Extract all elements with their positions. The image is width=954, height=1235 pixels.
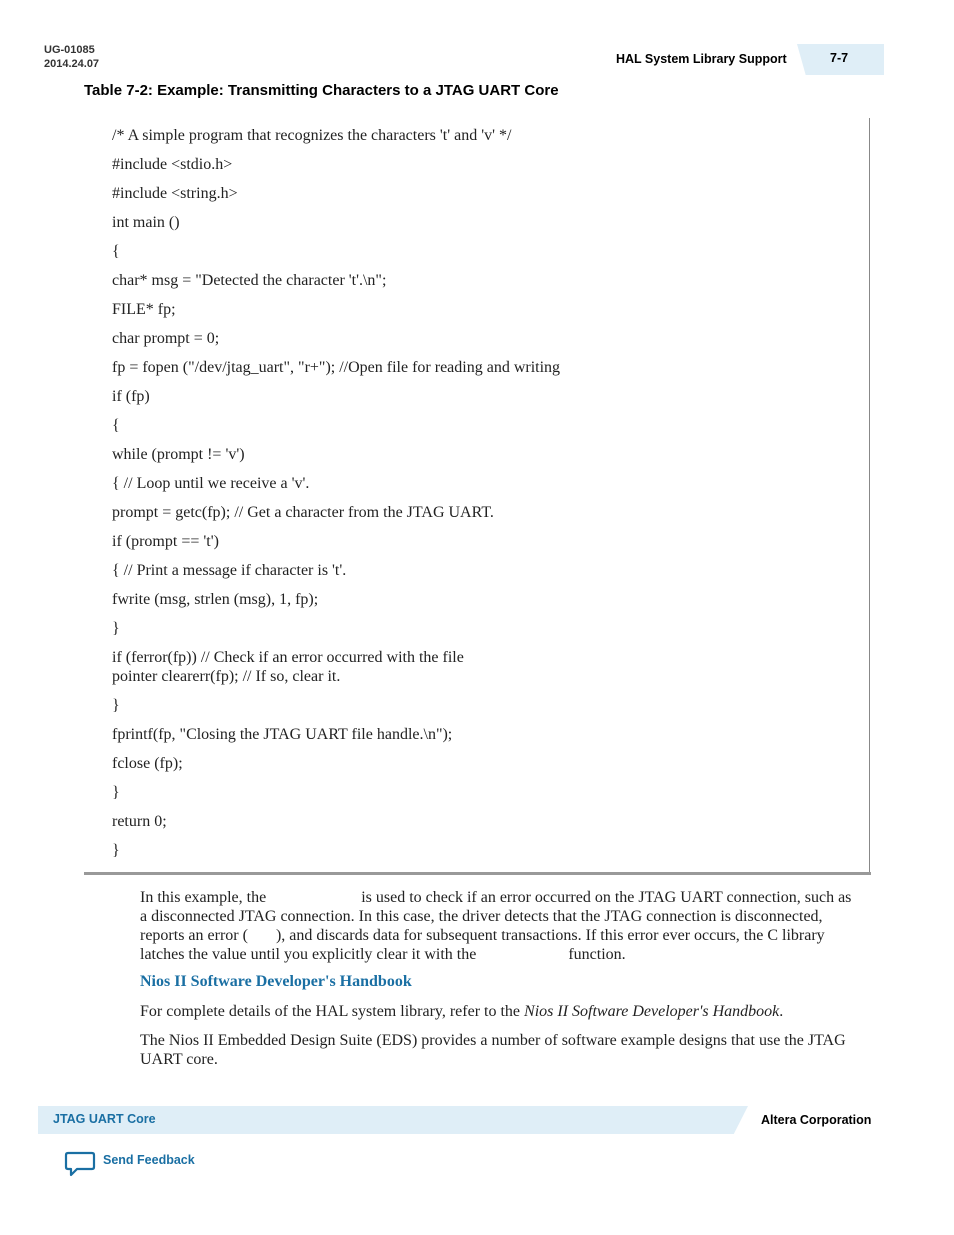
code-line: { // Print a message if character is 't'. bbox=[112, 562, 347, 579]
code-line: while (prompt != 'v') bbox=[112, 446, 245, 463]
code-line: if (ferror(fp)) // Check if an error occurred with the file bbox=[112, 649, 464, 666]
code-line: { bbox=[112, 417, 120, 434]
handbook-link[interactable]: Nios II Software Developer's Handbook bbox=[140, 973, 412, 990]
code-line: /* A simple program that recognizes the characters 't' and 'v' */ bbox=[112, 127, 512, 144]
code-line: return 0; bbox=[112, 813, 167, 830]
code-line: int main () bbox=[112, 214, 180, 231]
doc-number: UG-01085 bbox=[44, 44, 95, 56]
handbook-title-italic: Nios II Software Developer's Handbook bbox=[524, 1003, 780, 1020]
code-line: #include <stdio.h> bbox=[112, 156, 233, 173]
code-line: if (prompt == 't') bbox=[112, 533, 219, 550]
code-line: if (fp) bbox=[112, 388, 150, 405]
code-line: char prompt = 0; bbox=[112, 330, 220, 347]
doc-date: 2014.24.07 bbox=[44, 58, 100, 70]
section-title: HAL System Library Support bbox=[616, 52, 787, 66]
send-feedback-link[interactable]: Send Feedback bbox=[103, 1153, 195, 1167]
footer-chapter-title: JTAG UART Core bbox=[53, 1112, 156, 1126]
code-line: } bbox=[112, 620, 120, 637]
p1-part-c: ), and discards data for subsequent transactions. If this error ever occurs, the C library latches the value until you explicitly clear it with the bbox=[140, 927, 825, 963]
code-line: pointer clearerr(fp); // If so, clear it. bbox=[112, 668, 341, 685]
code-line: fwrite (msg, strlen (msg), 1, fp); bbox=[112, 591, 319, 608]
code-table bbox=[84, 118, 870, 873]
p2-part-b: . bbox=[779, 1003, 784, 1020]
code-line: { // Loop until we receive a 'v'. bbox=[112, 475, 310, 492]
code-line: fclose (fp); bbox=[112, 755, 183, 772]
code-line: prompt = getc(fp); // Get a character from the JTAG UART. bbox=[112, 504, 494, 521]
p1-part-a: In this example, the bbox=[140, 889, 267, 906]
code-line: fprintf(fp, "Closing the JTAG UART file handle.\n"); bbox=[112, 726, 453, 743]
code-line: } bbox=[112, 697, 120, 714]
code-line: } bbox=[112, 842, 120, 859]
page-number: 7-7 bbox=[830, 51, 849, 65]
p1-part-b: is used to check if an error occurred on the JTAG UART connection, such as a disconnected JTAG connection. In this case, the driver detects that the JTAG connection is disconnected, reports an error ( bbox=[140, 889, 852, 944]
p2-part-a: For complete details of the HAL system library, refer to the bbox=[140, 1003, 521, 1020]
p1-part-d: function. bbox=[568, 946, 626, 963]
paragraph-eds-examples: The Nios II Embedded Design Suite (EDS) provides a number of software example designs that use the JTAG UART core. bbox=[140, 1032, 846, 1068]
code-line: #include <string.h> bbox=[112, 185, 238, 202]
paragraph-ferror-explanation bbox=[140, 888, 860, 964]
code-line: char* msg = "Detected the character 't'.\n"; bbox=[112, 272, 387, 289]
paragraph-handbook-reference bbox=[140, 1002, 860, 1021]
table-caption: Table 7-2: Example: Transmitting Characters to a JTAG UART Core bbox=[84, 82, 559, 99]
code-line: } bbox=[112, 784, 120, 801]
speech-bubble-icon[interactable] bbox=[64, 1150, 96, 1178]
code-line: fp = fopen ("/dev/jtag_uart", "r+"); //Open file for reading and writing bbox=[112, 359, 561, 376]
footer-company: Altera Corporation bbox=[761, 1113, 872, 1127]
code-line: FILE* fp; bbox=[112, 301, 176, 318]
code-line: { bbox=[112, 243, 120, 260]
document-id bbox=[44, 43, 99, 71]
